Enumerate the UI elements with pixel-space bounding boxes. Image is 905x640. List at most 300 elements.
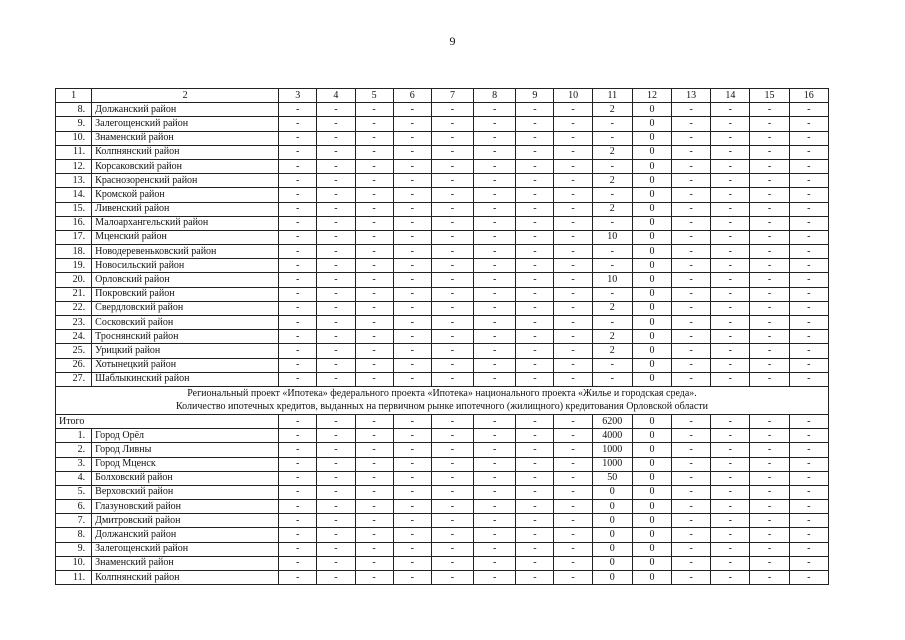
table-row	[56, 287, 829, 301]
value-cell: -	[393, 159, 431, 173]
value-cell: -	[516, 358, 554, 372]
value-cell: -	[317, 174, 355, 188]
value-cell: -	[750, 556, 789, 570]
table-row	[56, 514, 829, 528]
value-cell: -	[750, 145, 789, 159]
value-cell: -	[393, 287, 431, 301]
table-row	[56, 457, 829, 471]
value-cell: 2	[592, 103, 632, 117]
value-cell: -	[750, 514, 789, 528]
value-cell: -	[711, 571, 750, 585]
value-cell: 0	[632, 330, 671, 344]
row-number: 2.	[56, 443, 92, 457]
value-cell: -	[592, 287, 632, 301]
value-cell: -	[516, 301, 554, 315]
value-cell: -	[789, 174, 828, 188]
value-cell: -	[789, 457, 828, 471]
value-cell: -	[554, 216, 592, 230]
value-cell: 0	[632, 414, 671, 428]
value-cell: -	[393, 344, 431, 358]
value-cell: -	[789, 103, 828, 117]
row-number: 15.	[56, 202, 92, 216]
district-name: Знаменский район	[92, 131, 279, 145]
value-cell: -	[355, 316, 393, 330]
value-cell: -	[711, 471, 750, 485]
value-cell: -	[431, 245, 473, 259]
value-cell: -	[672, 471, 711, 485]
value-cell: -	[789, 429, 828, 443]
value-cell: 0	[632, 571, 671, 585]
value-cell: -	[355, 301, 393, 315]
value-cell: -	[279, 344, 317, 358]
value-cell: -	[317, 372, 355, 386]
value-cell: 50	[592, 471, 632, 485]
value-cell: -	[355, 443, 393, 457]
value-cell: -	[750, 287, 789, 301]
row-number: 3.	[56, 457, 92, 471]
value-cell: -	[279, 103, 317, 117]
value-cell: -	[474, 188, 516, 202]
value-cell: -	[431, 259, 473, 273]
value-cell: -	[317, 542, 355, 556]
value-cell: -	[279, 287, 317, 301]
value-cell: -	[279, 528, 317, 542]
value-cell: -	[554, 273, 592, 287]
value-cell: -	[711, 273, 750, 287]
value-cell: -	[431, 500, 473, 514]
value-cell: -	[431, 159, 473, 173]
value-cell: -	[672, 131, 711, 145]
value-cell: -	[393, 500, 431, 514]
district-name: Глазуновский район	[92, 500, 279, 514]
value-cell: -	[592, 259, 632, 273]
value-cell: -	[355, 145, 393, 159]
value-cell: -	[431, 174, 473, 188]
table-body	[56, 89, 829, 585]
value-cell: -	[516, 556, 554, 570]
value-cell: -	[317, 330, 355, 344]
value-cell: -	[672, 216, 711, 230]
value-cell: -	[474, 117, 516, 131]
value-cell: -	[789, 571, 828, 585]
value-cell: -	[711, 188, 750, 202]
value-cell: -	[355, 372, 393, 386]
value-cell: -	[355, 429, 393, 443]
value-cell: 0	[632, 358, 671, 372]
value-cell: -	[279, 159, 317, 173]
district-name: Знаменский район	[92, 556, 279, 570]
row-number: 6.	[56, 500, 92, 514]
row-number: 1.	[56, 429, 92, 443]
district-name: Урицкий район	[92, 344, 279, 358]
value-cell: -	[711, 514, 750, 528]
value-cell: -	[431, 457, 473, 471]
value-cell: -	[474, 571, 516, 585]
value-cell: -	[279, 202, 317, 216]
row-number: 16.	[56, 216, 92, 230]
value-cell: -	[789, 500, 828, 514]
value-cell: -	[431, 344, 473, 358]
value-cell: -	[393, 457, 431, 471]
value-cell: -	[554, 414, 592, 428]
value-cell: -	[554, 330, 592, 344]
table-row	[56, 117, 829, 131]
value-cell: -	[393, 571, 431, 585]
value-cell: -	[474, 103, 516, 117]
value-cell: -	[355, 344, 393, 358]
value-cell: -	[516, 485, 554, 499]
row-number: 23.	[56, 316, 92, 330]
value-cell: -	[789, 131, 828, 145]
value-cell: -	[393, 259, 431, 273]
section-title	[56, 386, 829, 414]
value-cell: -	[393, 556, 431, 570]
value-cell: -	[317, 159, 355, 173]
value-cell: -	[279, 301, 317, 315]
value-cell: -	[750, 174, 789, 188]
value-cell: -	[474, 344, 516, 358]
value-cell: 0	[632, 443, 671, 457]
value-cell: -	[711, 542, 750, 556]
value-cell: -	[355, 159, 393, 173]
value-cell: -	[317, 245, 355, 259]
value-cell: -	[592, 216, 632, 230]
value-cell: -	[711, 429, 750, 443]
table-row	[56, 159, 829, 173]
value-cell: -	[554, 245, 592, 259]
value-cell: 0	[632, 429, 671, 443]
value-cell: -	[474, 230, 516, 244]
value-cell: -	[516, 287, 554, 301]
value-cell: -	[317, 528, 355, 542]
value-cell: -	[355, 131, 393, 145]
row-number: 18.	[56, 245, 92, 259]
column-header: 7	[431, 89, 473, 103]
value-cell: -	[393, 485, 431, 499]
value-cell: -	[393, 117, 431, 131]
value-cell: -	[431, 443, 473, 457]
district-name: Колпнянский район	[92, 145, 279, 159]
value-cell: 0	[632, 216, 671, 230]
value-cell: -	[393, 443, 431, 457]
value-cell: 0	[632, 301, 671, 315]
value-cell: -	[474, 485, 516, 499]
value-cell: -	[279, 358, 317, 372]
value-cell: -	[393, 330, 431, 344]
value-cell: 0	[632, 103, 671, 117]
district-name: Орловский район	[92, 273, 279, 287]
value-cell: -	[554, 556, 592, 570]
row-number: 7.	[56, 514, 92, 528]
value-cell: -	[750, 245, 789, 259]
value-cell: -	[516, 188, 554, 202]
value-cell: -	[750, 500, 789, 514]
value-cell: 0	[632, 528, 671, 542]
value-cell: -	[750, 230, 789, 244]
value-cell: -	[516, 117, 554, 131]
row-number: 9.	[56, 542, 92, 556]
row-number: 13.	[56, 174, 92, 188]
value-cell: 2	[592, 301, 632, 315]
value-cell: -	[474, 159, 516, 173]
value-cell: -	[592, 245, 632, 259]
value-cell: 2	[592, 202, 632, 216]
value-cell: -	[474, 316, 516, 330]
value-cell: -	[431, 528, 473, 542]
value-cell: 0	[592, 500, 632, 514]
value-cell: -	[355, 245, 393, 259]
value-cell: -	[711, 330, 750, 344]
value-cell: -	[474, 429, 516, 443]
value-cell: -	[516, 103, 554, 117]
value-cell: -	[750, 358, 789, 372]
value-cell: -	[789, 542, 828, 556]
value-cell: -	[279, 571, 317, 585]
value-cell: -	[431, 202, 473, 216]
value-cell: -	[474, 358, 516, 372]
value-cell: -	[431, 556, 473, 570]
value-cell: -	[789, 117, 828, 131]
district-name: Малоархангельский район	[92, 216, 279, 230]
value-cell: 0	[592, 485, 632, 499]
value-cell: -	[431, 429, 473, 443]
value-cell: -	[431, 571, 473, 585]
district-name: Болховский район	[92, 471, 279, 485]
value-cell: -	[711, 316, 750, 330]
value-cell: -	[750, 273, 789, 287]
row-number: 27.	[56, 372, 92, 386]
value-cell: -	[431, 471, 473, 485]
value-cell: -	[554, 159, 592, 173]
value-cell: 0	[632, 556, 671, 570]
value-cell: -	[672, 457, 711, 471]
value-cell: 0	[632, 344, 671, 358]
value-cell: -	[750, 372, 789, 386]
value-cell: -	[554, 301, 592, 315]
value-cell: 0	[632, 202, 671, 216]
row-number: 11.	[56, 145, 92, 159]
value-cell: -	[317, 273, 355, 287]
value-cell: -	[750, 542, 789, 556]
value-cell: -	[279, 117, 317, 131]
value-cell: -	[750, 131, 789, 145]
value-cell: -	[317, 471, 355, 485]
row-number: 8.	[56, 103, 92, 117]
value-cell: -	[711, 500, 750, 514]
table-row	[56, 429, 829, 443]
district-name: Верховский район	[92, 485, 279, 499]
value-cell: -	[711, 556, 750, 570]
value-cell: -	[317, 202, 355, 216]
value-cell: -	[279, 316, 317, 330]
value-cell: 0	[592, 528, 632, 542]
value-cell: -	[554, 443, 592, 457]
value-cell: -	[789, 556, 828, 570]
value-cell: -	[711, 358, 750, 372]
table-row	[56, 131, 829, 145]
value-cell: -	[672, 245, 711, 259]
value-cell: -	[474, 457, 516, 471]
value-cell: -	[711, 287, 750, 301]
value-cell: -	[355, 571, 393, 585]
row-number: 5.	[56, 485, 92, 499]
row-number: 10.	[56, 556, 92, 570]
value-cell: -	[393, 429, 431, 443]
row-number: 14.	[56, 188, 92, 202]
value-cell: -	[355, 216, 393, 230]
value-cell: -	[750, 344, 789, 358]
value-cell: -	[711, 443, 750, 457]
value-cell: -	[592, 159, 632, 173]
value-cell: -	[554, 131, 592, 145]
value-cell: -	[317, 230, 355, 244]
value-cell: -	[711, 457, 750, 471]
value-cell: -	[711, 485, 750, 499]
value-cell: -	[355, 500, 393, 514]
value-cell: -	[672, 230, 711, 244]
table-row	[56, 259, 829, 273]
value-cell: -	[355, 287, 393, 301]
value-cell: 0	[632, 145, 671, 159]
value-cell: -	[317, 117, 355, 131]
value-cell: -	[711, 216, 750, 230]
value-cell: -	[431, 287, 473, 301]
row-number: 17.	[56, 230, 92, 244]
value-cell: -	[279, 330, 317, 344]
value-cell: -	[516, 372, 554, 386]
value-cell: -	[789, 316, 828, 330]
row-number: 26.	[56, 358, 92, 372]
value-cell: -	[355, 117, 393, 131]
value-cell: -	[355, 457, 393, 471]
value-cell: -	[355, 230, 393, 244]
value-cell: -	[554, 457, 592, 471]
value-cell: -	[474, 301, 516, 315]
value-cell: -	[317, 316, 355, 330]
row-number: 4.	[56, 471, 92, 485]
value-cell: -	[554, 188, 592, 202]
value-cell: -	[750, 414, 789, 428]
value-cell: -	[554, 542, 592, 556]
table-row	[56, 528, 829, 542]
district-name: Мценский район	[92, 230, 279, 244]
table-row	[56, 358, 829, 372]
value-cell: 2	[592, 174, 632, 188]
value-cell: -	[789, 344, 828, 358]
value-cell: 0	[592, 542, 632, 556]
value-cell: -	[672, 145, 711, 159]
value-cell: -	[317, 414, 355, 428]
column-header: 15	[750, 89, 789, 103]
value-cell: -	[516, 542, 554, 556]
value-cell: -	[750, 316, 789, 330]
value-cell: -	[592, 372, 632, 386]
value-cell: -	[474, 471, 516, 485]
value-cell: -	[355, 528, 393, 542]
value-cell: -	[750, 117, 789, 131]
value-cell: 0	[632, 287, 671, 301]
value-cell: -	[474, 500, 516, 514]
district-name: Город Ливны	[92, 443, 279, 457]
value-cell: -	[279, 429, 317, 443]
value-cell: -	[672, 372, 711, 386]
column-header: 13	[672, 89, 711, 103]
value-cell: -	[393, 216, 431, 230]
value-cell: -	[711, 245, 750, 259]
value-cell: -	[750, 485, 789, 499]
value-cell: -	[789, 443, 828, 457]
value-cell: -	[516, 443, 554, 457]
value-cell: -	[672, 159, 711, 173]
table-row	[56, 500, 829, 514]
district-name: Новодеревеньковский район	[92, 245, 279, 259]
value-cell: -	[474, 202, 516, 216]
value-cell: -	[393, 542, 431, 556]
row-number: 24.	[56, 330, 92, 344]
value-cell: -	[789, 145, 828, 159]
value-cell: 0	[632, 259, 671, 273]
value-cell: -	[750, 571, 789, 585]
value-cell: -	[317, 259, 355, 273]
value-cell: -	[711, 528, 750, 542]
total-row	[56, 414, 829, 428]
value-cell: -	[317, 301, 355, 315]
value-cell: -	[711, 372, 750, 386]
value-cell: -	[474, 556, 516, 570]
value-cell: 0	[632, 500, 671, 514]
value-cell: -	[279, 414, 317, 428]
district-name: Залегощенский район	[92, 542, 279, 556]
value-cell: -	[393, 514, 431, 528]
value-cell: -	[750, 443, 789, 457]
value-cell: -	[672, 188, 711, 202]
value-cell: -	[393, 230, 431, 244]
value-cell: 1000	[592, 457, 632, 471]
table-row	[56, 273, 829, 287]
value-cell: -	[554, 500, 592, 514]
value-cell: -	[516, 457, 554, 471]
value-cell: -	[279, 372, 317, 386]
value-cell: -	[474, 245, 516, 259]
value-cell: 10	[592, 273, 632, 287]
value-cell: -	[672, 443, 711, 457]
value-cell: -	[554, 358, 592, 372]
value-cell: 0	[632, 230, 671, 244]
value-cell: -	[516, 429, 554, 443]
value-cell: -	[279, 273, 317, 287]
data-table	[55, 88, 829, 585]
value-cell: -	[516, 414, 554, 428]
value-cell: -	[672, 103, 711, 117]
value-cell: -	[431, 514, 473, 528]
table-row	[56, 485, 829, 499]
value-cell: -	[393, 145, 431, 159]
value-cell: -	[516, 202, 554, 216]
value-cell: -	[355, 514, 393, 528]
value-cell: -	[279, 485, 317, 499]
value-cell: -	[516, 316, 554, 330]
value-cell: -	[355, 542, 393, 556]
value-cell: -	[750, 159, 789, 173]
table-row	[56, 372, 829, 386]
section-title-line2: Количество ипотечных кредитов, выданных на первичном рынке ипотечного (жилищного) кредитования Орловской области	[175, 401, 709, 413]
value-cell: -	[317, 571, 355, 585]
value-cell: 0	[632, 273, 671, 287]
value-cell: -	[393, 174, 431, 188]
table-row	[56, 216, 829, 230]
value-cell: -	[554, 145, 592, 159]
value-cell: -	[711, 145, 750, 159]
